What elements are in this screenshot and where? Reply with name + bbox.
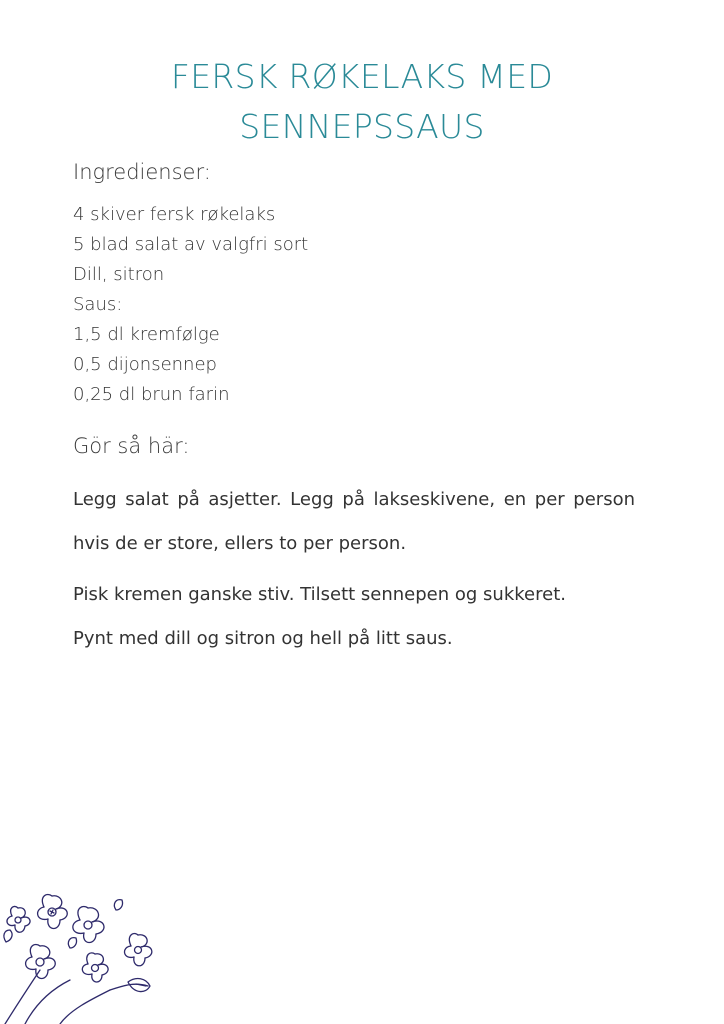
- title-line-2: SENNEPSSAUS: [239, 107, 485, 146]
- ingredients-heading: Ingredienser:: [73, 160, 211, 184]
- step-paragraph: Pynt med dill og sitron og hell på litt saus.: [73, 628, 453, 649]
- steps-heading: Gör så här:: [73, 434, 190, 458]
- title-line-1: FERSK RØKELAKS MED: [170, 57, 554, 96]
- ingredient-item: 0,25 dl brun farin: [73, 384, 230, 405]
- ingredient-item: Dill, sitron: [73, 264, 165, 285]
- step-paragraph: Legg salat på asjetter. Legg på lakseskivene, en per person hvis de er store, ellers to per person.: [73, 489, 635, 554]
- ingredient-item: 1,5 dl kremfølge: [73, 324, 220, 345]
- ingredient-item: 4 skiver fersk røkelaks: [73, 204, 276, 225]
- step-paragraph: Pisk kremen ganske stiv. Tilsett sennepen og sukkeret.: [73, 584, 566, 605]
- ingredients-list: [73, 200, 308, 410]
- steps-text: [73, 478, 635, 668]
- ingredient-item: 5 blad salat av valgfri sort: [73, 234, 309, 255]
- ingredient-item: Saus:: [73, 294, 123, 315]
- page-title: [0, 52, 724, 152]
- ingredient-item: 0,5 dijonsennep: [73, 354, 217, 375]
- forget-me-not-flower-icon: [0, 890, 165, 1024]
